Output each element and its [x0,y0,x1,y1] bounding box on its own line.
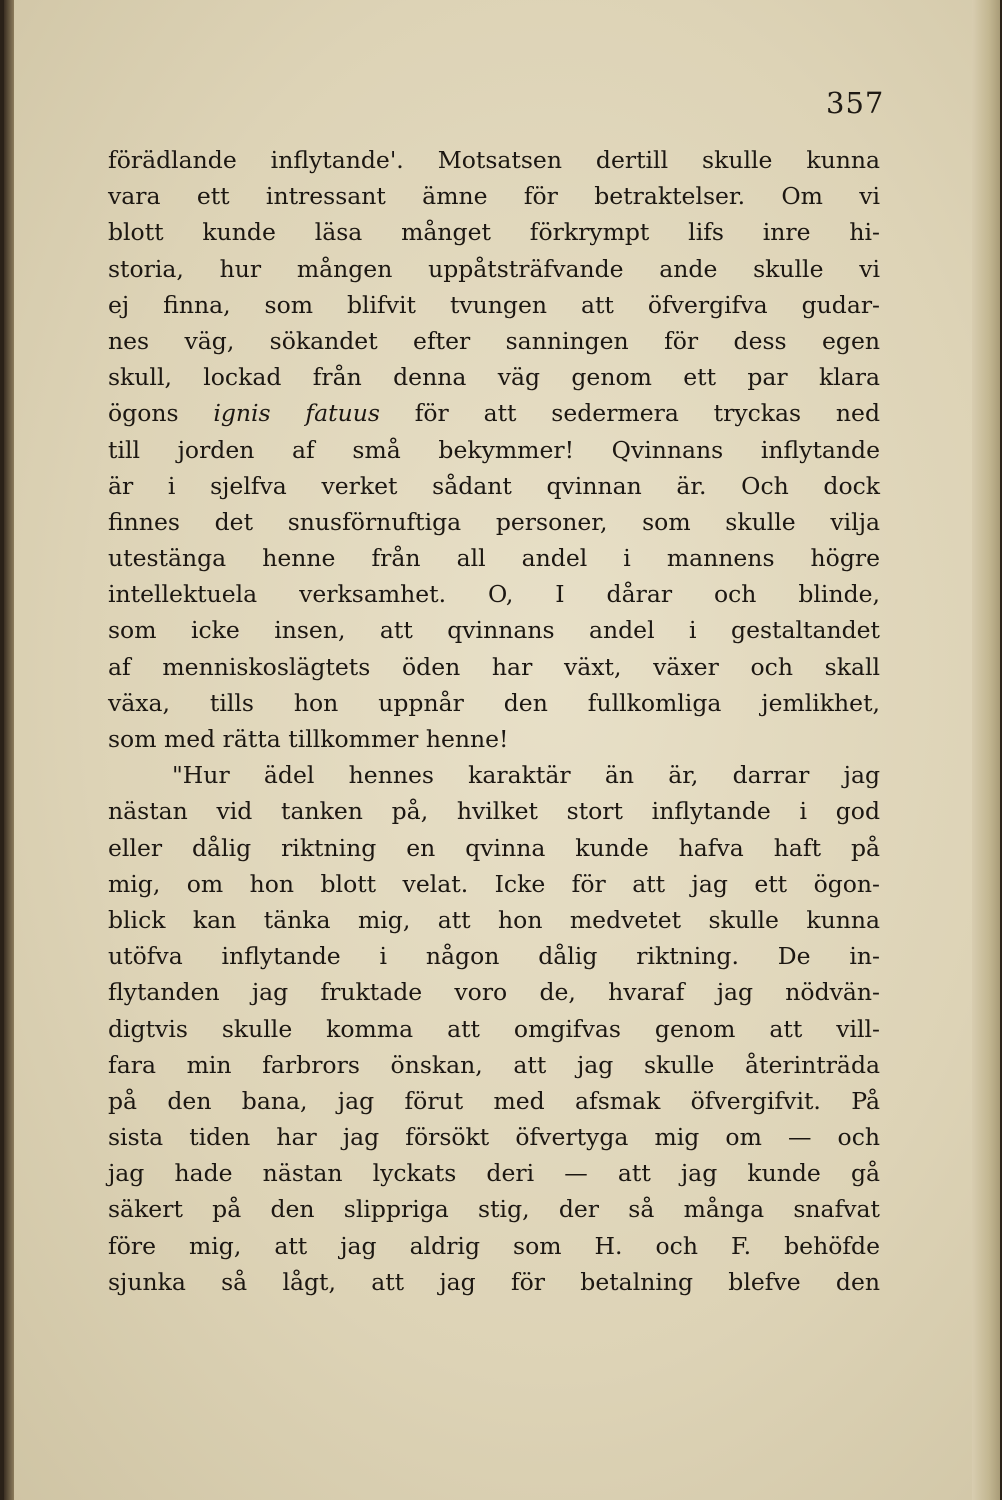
text-line: ögons ignis fatuus för att sedermera tryckas ned [108,399,880,428]
text-line: ej finna, som blifvit tvungen att öfvergifva gudar- [108,290,880,319]
text-line: digtvis skulle komma att omgifvas genom att vill- [108,1014,880,1043]
text-line: finnes det snusförnuftiga personer, som skulle vilja [108,507,880,536]
page-number: 357 [826,86,885,120]
text-line: blick kan tänka mig, att hon medvetet skulle kunna [108,905,880,934]
text-line: som med rätta tillkommer henne! [108,725,509,753]
binding-edge [4,0,14,1500]
text-line: sjunka så lågt, att jag för betalning blefve den [108,1267,880,1296]
text-line: är i sjelfva verket sådant qvinnan är. Och dock [108,471,880,500]
text-line: växa, tills hon uppnår den fullkomliga jemlikhet, [108,688,880,717]
text-line: före mig, att jag aldrig som H. och F. behöfde [108,1231,880,1260]
text-line: jag hade nästan lyckats deri — att jag kunde gå [108,1159,880,1188]
text-line: flytanden jag fruktade voro de, hvaraf jag nödvän- [108,978,880,1007]
italic-phrase: ignis fatuus [213,399,380,428]
text-line: vara ett intressant ämne för betraktelser. Om vi [108,182,880,211]
body-text [108,142,880,1300]
text-line: blott kunde läsa månget förkrympt lifs inre hi- [108,218,880,247]
page-edge [972,0,1000,1500]
text-line: nästan vid tanken på, hvilket stort inflytande i god [108,797,880,826]
text-line: sista tiden har jag försökt öfvertyga mig om — och [108,1123,880,1152]
text-line: på den bana, jag förut med afsmak öfvergifvit. På [108,1086,880,1115]
text-line: utöfva inflytande i någon dålig riktning. De in- [108,942,880,971]
text-line: storia, hur mången uppåtsträfvande ande skulle vi [108,254,880,283]
text-line: af menniskoslägtets öden har växt, växer och skall [108,652,880,681]
text-line: intellektuela verksamhet. O, I dårar och blinde, [108,580,880,609]
text-line: nes väg, sökandet efter sanningen för dess egen [108,326,880,355]
text-line: "Hur ädel hennes karaktär än är, darrar jag [172,761,880,790]
text-line: fara min farbrors önskan, att jag skulle återinträda [108,1050,880,1079]
text-line: eller dålig riktning en qvinna kunde hafva haft på [108,833,880,862]
text-line: som icke insen, att qvinnans andel i gestaltandet [108,616,880,645]
text-line: skull, lockad från denna väg genom ett par klara [108,363,880,392]
text-line: förädlande inflytande'. Motsatsen dertill skulle kunna [108,146,880,174]
text-line: säkert på den slippriga stig, der så många snafvat [108,1195,880,1224]
text-line: mig, om hon blott velat. Icke för att jag ett ögon- [108,869,880,898]
book-page [4,0,1000,1500]
text-line: utestänga henne från all andel i mannens högre [108,544,880,573]
text-line: till jorden af små bekymmer! Qvinnans inflytande [108,435,880,464]
